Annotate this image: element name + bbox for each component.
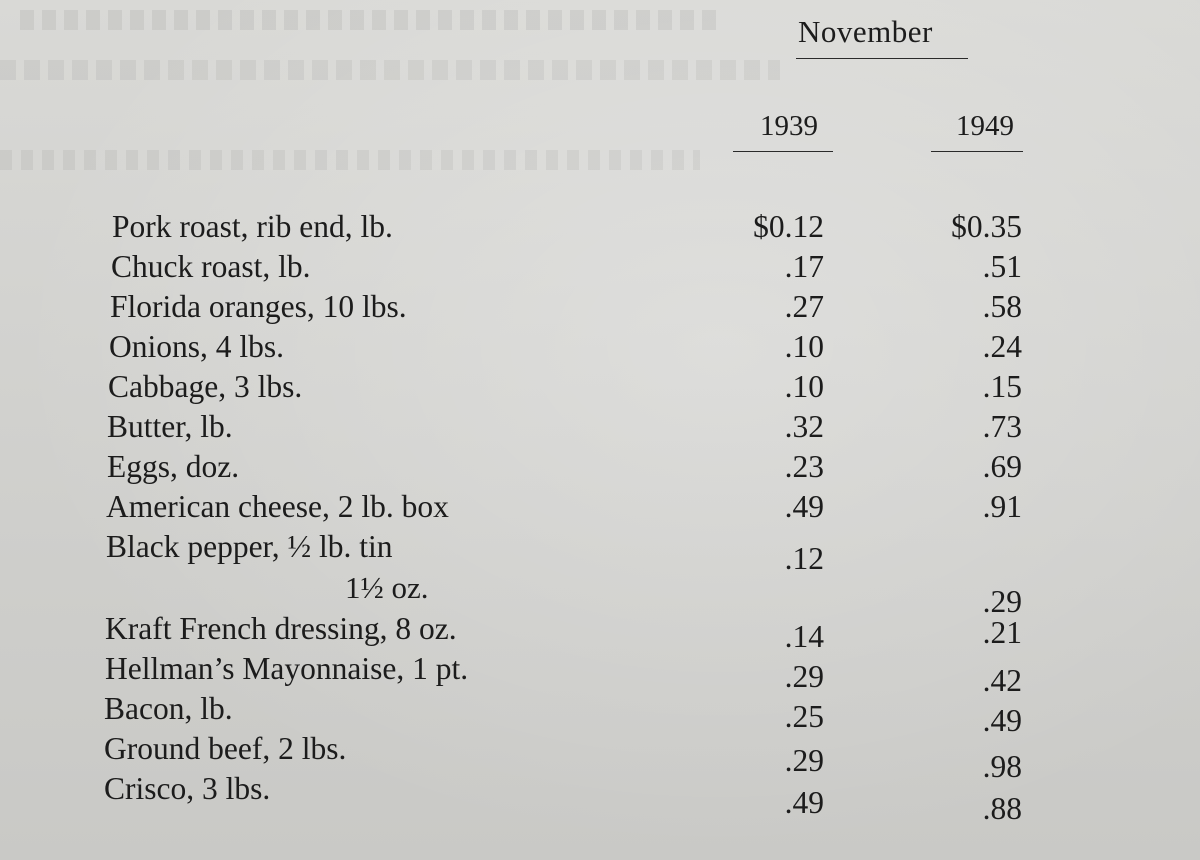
price-1949: .69 <box>982 449 1022 484</box>
price-1949: .24 <box>982 329 1022 364</box>
show-through-texture <box>0 150 700 170</box>
item-label: Black pepper, ½ lb. tin <box>106 529 393 564</box>
table-row <box>0 367 1200 407</box>
price-1949: .98 <box>982 749 1022 784</box>
price-1939: .10 <box>784 369 824 404</box>
table-row <box>0 769 1200 826</box>
year-1949-header: 1949 <box>956 110 1014 142</box>
table-row <box>0 527 1200 576</box>
price-1949: $0.35 <box>951 209 1022 244</box>
price-1939: .49 <box>784 785 824 820</box>
table-row <box>0 287 1200 327</box>
price-1939: .17 <box>784 249 824 284</box>
price-1949: .21 <box>982 615 1022 650</box>
price-1939: .32 <box>784 409 824 444</box>
year-1949-underline <box>931 151 1023 152</box>
table-row <box>0 247 1200 287</box>
price-1939: .12 <box>784 541 824 576</box>
item-label: American cheese, 2 lb. box <box>106 489 449 524</box>
table-row <box>0 689 1200 738</box>
price-1939: .23 <box>784 449 824 484</box>
item-label: Florida oranges, 10 lbs. <box>110 289 407 324</box>
price-1949: .49 <box>982 703 1022 738</box>
price-1939: .49 <box>784 489 824 524</box>
item-label: Onions, 4 lbs. <box>109 329 285 364</box>
price-1949: .29 <box>982 584 1022 619</box>
show-through-texture <box>20 10 720 30</box>
table-row <box>0 649 1200 698</box>
item-label: Ground beef, 2 lbs. <box>104 731 347 766</box>
item-label: Butter, lb. <box>107 409 233 444</box>
item-label: Cabbage, 3 lbs. <box>108 369 303 404</box>
price-1939: .14 <box>784 619 824 654</box>
price-1939: .27 <box>784 289 824 324</box>
table-row <box>0 729 1200 784</box>
item-label: Kraft French dressing, 8 oz. <box>105 611 457 646</box>
table-row <box>0 487 1200 527</box>
item-label: 1½ oz. <box>345 570 429 605</box>
item-label: Eggs, doz. <box>107 449 240 484</box>
item-label: Pork roast, rib end, lb. <box>112 209 393 244</box>
column-group-title: November <box>798 14 933 49</box>
item-label: Crisco, 3 lbs. <box>104 771 271 806</box>
show-through-texture <box>0 60 780 80</box>
year-1939-header: 1939 <box>760 110 818 142</box>
table-row <box>0 447 1200 487</box>
table-row <box>0 207 1200 247</box>
price-1939: .29 <box>784 659 824 694</box>
price-1939: .29 <box>784 743 824 778</box>
item-label: Hellman’s Mayonnaise, 1 pt. <box>105 651 469 686</box>
price-1949: .15 <box>982 369 1022 404</box>
table-row <box>0 407 1200 447</box>
price-1949: .58 <box>982 289 1022 324</box>
price-1949: .73 <box>982 409 1022 444</box>
price-1949: .51 <box>982 249 1022 284</box>
price-1949: .42 <box>982 663 1022 698</box>
price-1939: $0.12 <box>753 209 824 244</box>
price-1939: .10 <box>784 329 824 364</box>
price-1939: .25 <box>784 699 824 734</box>
month-underline <box>796 58 968 59</box>
year-1939-underline <box>733 151 833 152</box>
price-1949: .91 <box>982 489 1022 524</box>
table-row <box>0 327 1200 367</box>
price-1949: .88 <box>982 791 1022 826</box>
table-row <box>0 609 1200 654</box>
item-label: Chuck roast, lb. <box>111 249 311 284</box>
item-label: Bacon, lb. <box>104 691 233 726</box>
table-row <box>0 568 1200 619</box>
